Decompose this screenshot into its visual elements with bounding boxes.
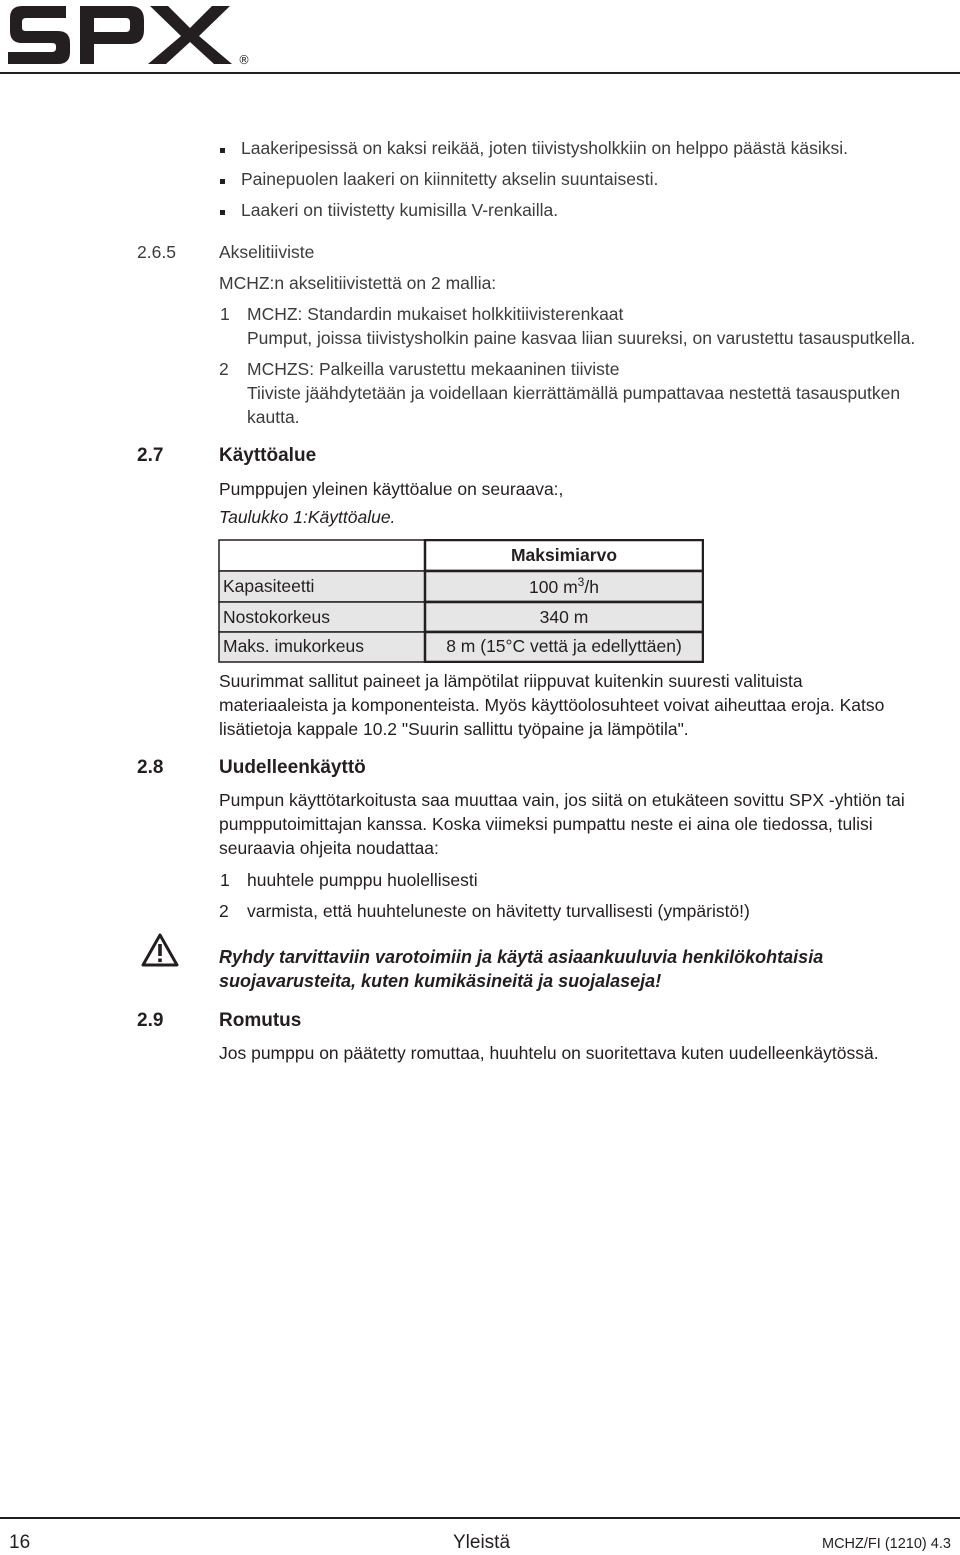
bullet-marker — [220, 210, 225, 215]
warning-text: suojavarusteita, kuten kumikäsineitä ja suojalaseja! — [219, 971, 662, 991]
list-item-text: Tiiviste jäähdytetään ja voidellaan kierrättämällä pumpattavaa nestettä tasausputken — [247, 383, 901, 403]
list-number: 2 — [219, 901, 229, 921]
list-item-text: varmista, että huuhteluneste on hävitetty turvallisesti (ympäristö!) — [247, 901, 750, 921]
header-rule — [0, 72, 960, 74]
table-cell-label: Nostokorkeus — [223, 607, 330, 627]
spx-logo — [4, 0, 254, 68]
table-cell-value: 8 m (15°C vettä ja edellyttäen) — [446, 636, 682, 656]
table-cell-value: 340 m — [539, 607, 589, 627]
section-title: Akselitiiviste — [219, 242, 315, 262]
section-number: 2.9 — [137, 1010, 164, 1031]
bullet-text: Laakeri on tiivistetty kumisilla V-renkailla. — [241, 200, 559, 220]
list-number: 2 — [219, 359, 229, 379]
table-cell-value: 100 $m^3/h$ — [529, 575, 599, 597]
list-item-title: MCHZ: Standardin mukaiset holkkitiivisterenkaat — [247, 304, 624, 324]
bullet-text: Laakeripesissä on kaksi reikää, joten tiivistysholkkiin on helppo päästä käsiksi. — [241, 138, 848, 158]
paragraph-line: lisätietoja kappale 10.2 "Suurin sallittu työpaine ja lämpötila". — [219, 719, 689, 739]
section-intro: MCHZ:n akselitiivistettä on 2 mallia: — [219, 273, 497, 293]
paragraph-line: Suurimmat sallitut paineet ja lämpötilat riippuvat kuitenkin suuresti valituista — [219, 671, 803, 691]
warning-icon — [141, 933, 179, 967]
list-number: 1 — [220, 304, 230, 324]
table-cell-label: Maks. imukorkeus — [223, 636, 365, 656]
bullet-text: Painepuolen laakeri on kiinnitetty akselin suuntaisesti. — [241, 169, 659, 189]
warning-text: Ryhdy tarvittaviin varotoimiin ja käytä asiaankuuluvia henkilökohtaisia — [219, 947, 824, 967]
page-number: 16 — [9, 1532, 31, 1553]
bullet-marker — [220, 179, 225, 184]
footer-section: Yleistä — [453, 1532, 511, 1553]
table-cell-label: Kapasiteetti — [223, 576, 315, 596]
footer-rule — [0, 1517, 960, 1519]
registered-mark: ® — [238, 53, 250, 67]
list-item-text: Pumput, joissa tiivistysholkin paine kasvaa liian suureksi, on varustettu tasausputkella. — [247, 328, 916, 348]
section-number: 2.6.5 — [137, 242, 176, 262]
paragraph-line: pumpputoimittajan kanssa. Koska viimeksi pumpattu neste ei aina ole tiedossa, tulisi — [219, 814, 873, 834]
list-number: 1 — [220, 870, 230, 890]
section-intro: Pumppujen yleinen käyttöalue on seuraava:, — [219, 479, 564, 499]
section-title: Romutus — [219, 1010, 302, 1031]
paragraph-line: materiaaleista ja komponenteista. Myös käyttöolosuhteet voivat aiheuttaa eroja. Katso — [219, 695, 885, 715]
footer-doc-id: MCHZ/FI (1210) 4.3 — [822, 1536, 951, 1552]
paragraph-line: seuraavia ohjeita noudattaa: — [219, 838, 439, 858]
section-number: 2.7 — [137, 445, 164, 466]
bullet-marker — [220, 148, 225, 153]
list-item-text: huuhtele pumppu huolellisesti — [247, 870, 478, 890]
list-item-text: kautta. — [247, 407, 300, 427]
paragraph-line: Pumpun käyttötarkoitusta saa muuttaa vain, jos siitä on etukäteen sovittu SPX -yhtiön tai — [219, 790, 905, 810]
list-item-title: MCHZS: Palkeilla varustettu mekaaninen tiiviste — [247, 359, 620, 379]
section-number: 2.8 — [137, 757, 164, 778]
section-title: Uudelleenkäyttö — [219, 757, 366, 778]
usage-table — [218, 539, 704, 663]
section-title: Käyttöalue — [219, 445, 317, 466]
table-header: Maksimiarvo — [510, 545, 618, 565]
table-caption: Taulukko 1:Käyttöalue. — [219, 507, 396, 527]
paragraph-line: Jos pumppu on päätetty romuttaa, huuhtelu on suoritettava kuten uudelleenkäytössä. — [219, 1043, 879, 1063]
